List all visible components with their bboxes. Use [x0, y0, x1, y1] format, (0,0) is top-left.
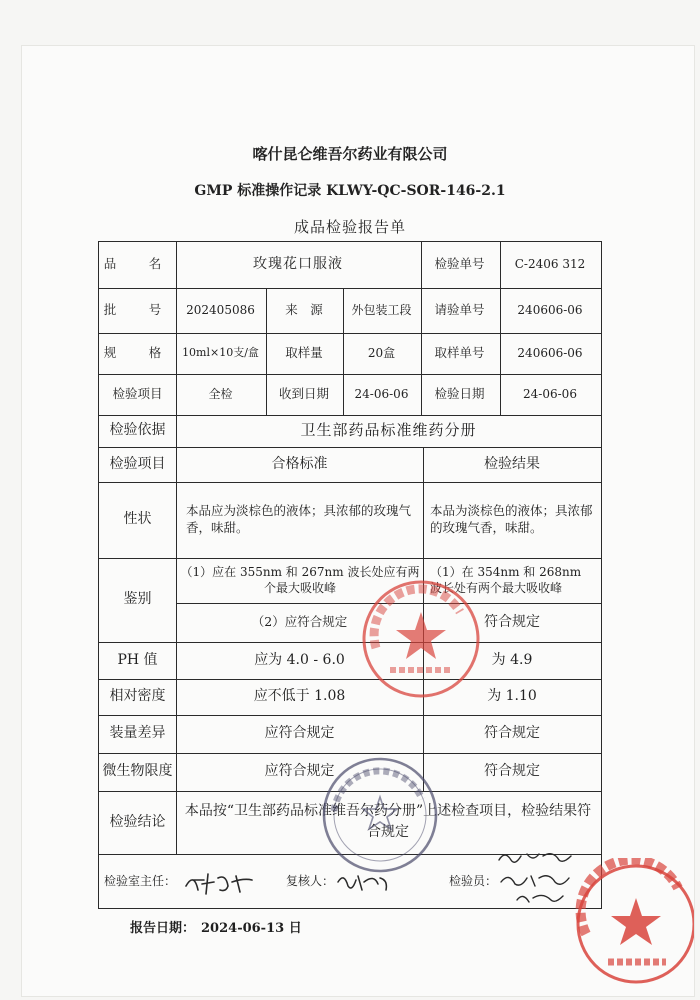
- standard-header: 合格标准: [271, 455, 328, 472]
- reviewer-label: 复核人：: [285, 873, 334, 888]
- sample-number-value: 240606-06: [517, 345, 583, 360]
- microbial-limit-result: 符合规定: [484, 763, 540, 780]
- source-value: 外包装工段: [351, 302, 412, 317]
- microbial-limit-standard: 应符合规定: [264, 763, 335, 780]
- identification-standard-2: （2）应符合规定: [251, 613, 348, 629]
- seal-red-bottom-right: [574, 858, 694, 988]
- spec-value: 10ml×10支/盒: [182, 345, 259, 359]
- density-result: 为 1.10: [487, 688, 537, 705]
- fill-variation-result: 符合规定: [484, 725, 540, 742]
- inspector-signatures: [493, 848, 583, 912]
- batch-value: 202405086: [186, 302, 255, 317]
- form-title: 成品检验报告单: [293, 218, 406, 236]
- test-item-label: 检验项目: [112, 385, 163, 401]
- appearance-label: 性状: [123, 511, 152, 528]
- microbial-limit-label: 微生物限度: [102, 763, 173, 780]
- report-date-value: 2024-06-13 日: [201, 921, 302, 936]
- result-header: 检验结果: [484, 455, 540, 472]
- report-date: [130, 917, 302, 936]
- test-number-label: 检验单号: [434, 256, 485, 272]
- test-item-value: 全检: [208, 386, 233, 401]
- density-standard: 应不低于 1.08: [253, 688, 346, 705]
- ph-label: PH 值: [117, 651, 158, 668]
- seal-dark-bottom: [320, 755, 440, 875]
- report-date-label: 报告日期：: [130, 921, 196, 936]
- appearance-standard: 本品应为淡棕色的液体；具浓郁的玫瑰气香，味甜。: [186, 502, 412, 535]
- received-date-label: 收到日期: [278, 385, 329, 401]
- conclusion-text: 本品按“卫生部药品标准维吾尔药分册”上述检查项目，检验结果符合规定: [184, 803, 592, 840]
- spec-label: 规 格: [103, 344, 172, 360]
- basis-label: 检验依据: [109, 422, 166, 439]
- test-date-value: 24-06-06: [523, 386, 577, 401]
- company-name: 喀什昆仑维吾尔药业有限公司: [252, 145, 448, 163]
- fill-variation-label: 装量差异: [109, 725, 166, 742]
- source-label: 来 源: [285, 301, 323, 317]
- identification-standard-1: （1）应在 355nm 和 267nm 波长处应有两个最大吸收峰: [180, 564, 420, 595]
- batch-label: 批 号: [103, 301, 172, 317]
- product-name-label: 品 名: [103, 256, 172, 272]
- sample-quantity-value: 20盒: [367, 345, 396, 360]
- basis-value: 卫生部药品标准维药分册: [300, 421, 477, 440]
- conclusion-label: 检验结论: [109, 813, 166, 830]
- density-label: 相对密度: [109, 688, 166, 705]
- sample-number-label: 取样单号: [434, 344, 485, 360]
- gmp-record-code: GMP 标准操作记录 KLWY-QC-SOR-146-2.1: [194, 183, 506, 199]
- director-label: 检验室主任：: [104, 873, 177, 888]
- identification-result-1: （1）在 354nm 和 268nm 波长处有两个最大吸收峰: [430, 564, 582, 595]
- test-number-value: C-2406 312: [514, 257, 586, 272]
- request-number-value: 240606-06: [517, 302, 583, 317]
- inspector-label: 检验员：: [448, 873, 497, 888]
- identification-label: 鉴别: [123, 591, 152, 608]
- sample-quantity-label: 取样量: [285, 344, 323, 360]
- received-date-value: 24-06-06: [354, 386, 409, 401]
- product-name-value: 玫瑰花口服液: [253, 256, 343, 273]
- ph-standard: 应为 4.0 - 6.0: [254, 651, 345, 668]
- results-item-header: 检验项目: [109, 455, 166, 472]
- identification-result-2: 符合规定: [484, 613, 540, 630]
- request-number-label: 请验单号: [434, 301, 485, 317]
- appearance-result: 本品为淡棕色的液体；具浓郁的玫瑰气香，味甜。: [430, 502, 593, 535]
- director-signature: [182, 868, 262, 903]
- ph-result: 为 4.9: [491, 651, 533, 668]
- seal-red-middle: [360, 578, 482, 700]
- test-date-label: 检验日期: [434, 385, 485, 401]
- fill-variation-standard: 应符合规定: [264, 725, 335, 742]
